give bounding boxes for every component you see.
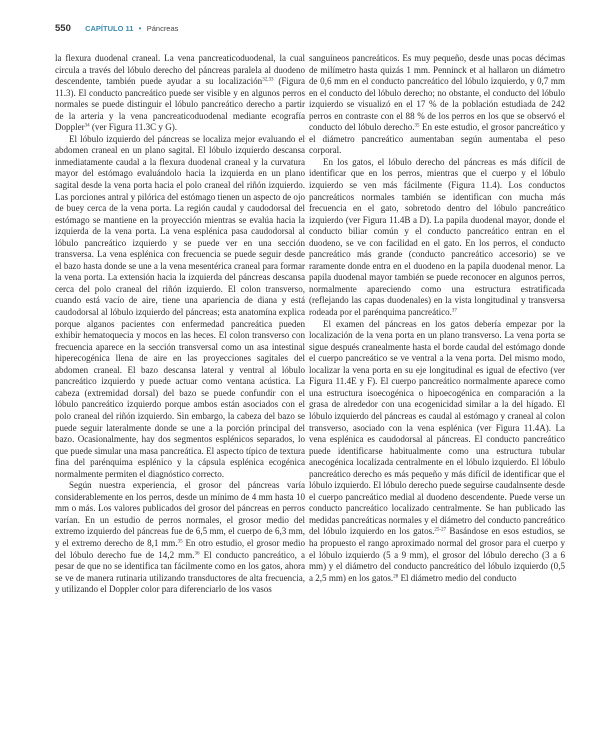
citation: 37 — [451, 308, 457, 314]
paragraph: la flexura duodenal craneal. La vena pancreaticoduodenal, la cual circula a través del lóbulo derecho del páncreas paralela al duodeno descendente, también puede ayudar a su localización$^{32,33}$ (Figura 11.3). El conducto pancreático puede ser visible y en algunos perros normales se puede distinguir el lóbulo pancreático derecho a partir de la arteria y la vena pancreaticoduodenal mediante ecografía Doppler$^{34}$ (ver Figura 11.3C y G). — [55, 53, 306, 133]
paragraph: Según nuestra experiencia, el grosor del páncreas varía considerablemente en los perros, desde un mínimo de 4 mm hasta 10 mm o más. Los valores publicados del grosor del páncreas en perros varían. En un estudio de perros normales, el grosor medio del extremo izquierdo del páncreas fue de 6,5 mm, el cuerpo de 6,3 mm, y el extremo derecho de 8,1 mm.$^{35}$ En otro estudio, el grosor medio del lóbulo derecho fue de 14,2 mm.$^{36}$ El conducto pancreático, a pesar de que no se identifica tan fácilmente como en los gatos, ahora se ve de manera rutinaria utilizando transductores de alta frecuencia, y utilizando el Doppler color para diferenciarlo de los vasos — [55, 480, 305, 595]
bullet-separator: • — [138, 24, 142, 33]
citation: 36 — [194, 551, 200, 557]
citation: 34 — [84, 123, 90, 129]
paragraph: El lóbulo izquierdo del páncreas se localiza mejor evaluando el abdomen craneal en un plano sagital. El lóbulo izquierdo descansa inmediatamente caudal a la flexura duodenal craneal y la curvatura mayor del estómago evaluándolo hacia la izquierda en un plano sagital desde la vena porta hacia el polo craneal del riñón izquierdo. Las porciones antral y pilórica del estómago tienen un aspecto de ojo de buey cerca de la vena porta. La región caudal y caudodorsal del estómago se mantiene en la proyección mientras se evalúa hacia la izquierda de la vena porta. La vena esplénica pasa caudodorsal al lóbulo pancreático izquierdo y se puede ver en una sección transversa. La vena esplénica con frecuencia se puede seguir desde el bazo hasta donde se une a la vena mesentérica craneal para formar la vena porta. La extensión hacia la izquierda del páncreas descansa cerca del polo craneal del riñón izquierdo. El colon transverso, cuando está vacío de aire, tiene una apariencia de diana y está caudodorsal al lóbulo izquierdo del páncreas; esta anatomína explica porque alganos pacientes con enfermedad pancreática pueden exhibir hematoquecia y mocos en las heces. El colon transverso con frecuencia aparece en la sección transversal como un asa intestinal hiperecogénica llena de aire en las proyecciones sagitales del abdomen craneal. El bazo descansa lateral y ventral al lóbulo pancreático izquierdo y puede actuar como ventana acústica. La cabeza (extremidad dorsal) del bazo se puede confundir con el lóbulo pancreático izquierdo porque ambos están asociados con el polo craneal del riñón izquierdo. Sin embargo, la cabeza del bazo se puede seguir lateralmente donde se une a la porción principal del bazo. Ocasionalmente, hay dos segmentos esplénicos separados, lo que puede simular una masa pancreática. El aspecto típico de textura fina del parénquima esplénico y la cápsula esplénica ecogénica normalmente permiten el diagnóstico correcto. — [55, 133, 305, 479]
citation: 35 — [177, 539, 183, 545]
right-column — [309, 53, 565, 584]
citation: 35 — [414, 123, 420, 129]
paragraph: sanguíneos pancreáticos. Es muy pequeño, desde unas pocas décimas de milímetro hasta quizás 1 mm. Penninck et al hallaron un diámetro de 0,6 mm en el conducto pancreático del lóbulo izquierdo, y 0,7 mm en el conducto del lóbulo derecho; no obstante, el conducto del lóbulo izquierdo se visualizó en el 17 % de la población estudiada de 242 perros en contraste con el 88 % de los perros en los que se observó el conducto del lóbulo derecho.$^{35}$ En este estudio, el grosor pancreático y el diámetro pancreático aumentaban según aumentaba el peso corporal. — [309, 53, 565, 156]
left-column — [55, 53, 305, 596]
citation: 28 — [393, 574, 399, 580]
section-title: Páncreas — [146, 24, 179, 33]
chapter-label: CAPÍTULO 11 — [85, 24, 134, 33]
citation: 25-27 — [434, 527, 447, 533]
running-header — [55, 24, 178, 34]
page-number: 550 — [55, 23, 71, 34]
citation: 32,33 — [262, 77, 274, 83]
paragraph: En los gatos, el lóbulo derecho del páncreas es más difícil de identificar que en los perros, mientras que el cuerpo y el lóbulo izquierdo se ven más fácilmente (Figura 11.4). Los conductos pancreáticos normales también se identifican con mucha más frecuencia en el gato, sobretodo dentro del lóbulo pancreático izquierdo (ver Figura 11.4B a D). La papila duodenal mayor, donde el conducto biliar común y el conducto pancreático entran en el duodeno, se ve con facilidad en el gato. En los perros, el conducto pancreático más grande (conducto pancreático accesorio) se ve raramente donde entra en el duodeno en la papila duodenal menor. La papila duodenal mayor también se puede reconocer en algunos perros, normalmente apareciendo como una estructura estratificada (reflejando las capas duodenales) en la vista longitudinal y transversa rodeada por el parénquima pancreático.$^{37}$ — [309, 156, 565, 318]
paragraph: El examen del páncreas en los gatos debería empezar por la localización de la vena porta en un plano transverso. La vena porta se sigue después cranealmente hasta el borde caudal del estómago donde el cuerpo pancreático se ve ventral a la vena porta. Del mismo modo, localizar la vena porta en su eje longitudinal es igual de efectivo (ver Figura 11.4E y F). El cuerpo pancreático normalmente aparece como una estructura isoecogénica o hipoecogénica en comparación a la grasa de alrededor con una ecogenicidad similar a la del hígado. El lóbulo izquierdo del páncreas es caudal al estómago y craneal al colon transverso, asociado con la vena esplénica (ver Figura 11.4A). La vena esplénica es caudodorsal al páncreas. El conducto pancreático puede identificarse habitualmente como una estructura tubular anecogénica localizada centralmente en el lóbulo izquierdo. El lóbulo pancreático derecho es más pequeño y más difícil de identificar que el lóbulo izquierdo. El lóbulo derecho puede seguirse caudalnsente desde el cuerpo pancreático medial al duodeno descendente. Puede verse un conducto pancreático localizado centralmente. Se han publicado las medidas pancreáticas normales y el diámetro del conducto pancreático del lóbulo izquierdo en los gatos.$^{25-27}$ Basándose en esos estudios, se ha propuesto el rango aproximado normal del grosor para el cuerpo y el lóbulo izquierdo (5 a 9 mm), el grosor del lóbulo derecho (3 a 6 mm) y el diámetro del conducto pancreático del lóbulo izquierdo (0,5 a 2,5 mm) en los gatos.$^{28}$ El diámetro medio del conducto — [309, 318, 565, 583]
